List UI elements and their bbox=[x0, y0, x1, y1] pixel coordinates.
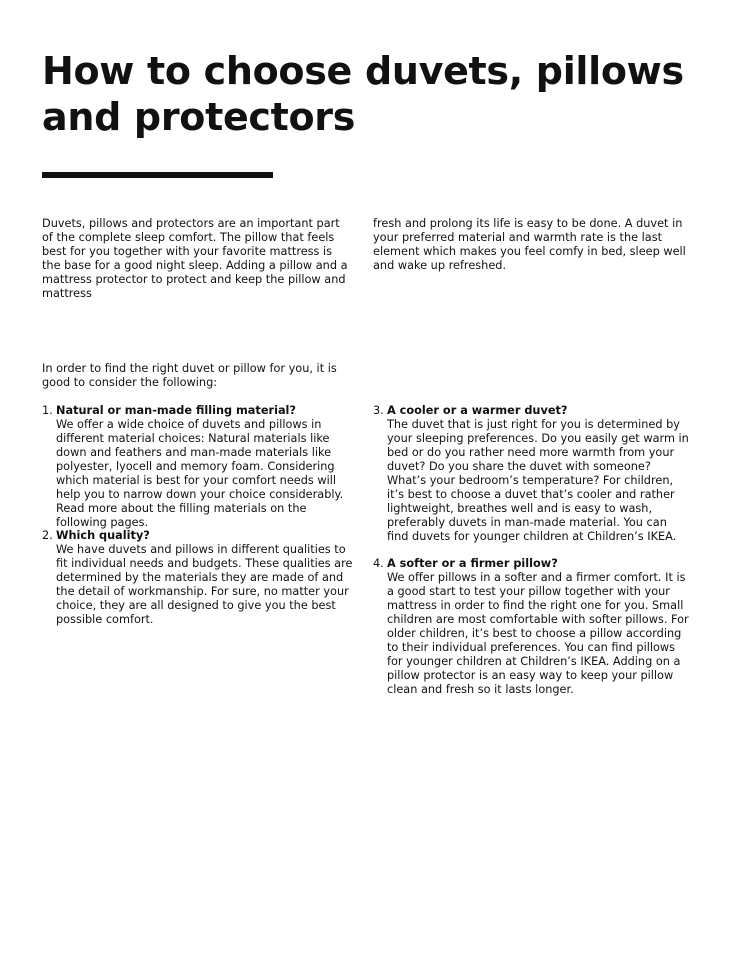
list-item-filling-material bbox=[42, 404, 354, 530]
list-item-body: The duvet that is just right for you is determined by your sleeping preferences. Do you easily get warm in bed or do you rather need more warmth from your duvet? Do you share the duvet with someone? What’s your bedroom’s temperature? For children, it’s best to choose a duvet that’s cooler and rather lightweight, breathes well and is easy to wash, preferably duvets in man-made material. You can find duvets for younger children at Children’s IKEA. bbox=[387, 418, 689, 543]
list-item-pillow-firmness bbox=[373, 557, 689, 697]
title-divider bbox=[42, 172, 273, 178]
list-item-quality bbox=[42, 529, 354, 627]
intro-paragraph-left: Duvets, pillows and protectors are an important part of the complete sleep comfort. The pillow that feels best for you together with your favorite mattress is the base for a good night sleep. Adding a pillow and a mattress protector to protect and keep the pillow and mattress bbox=[42, 217, 348, 300]
list-item-number: 4. bbox=[373, 557, 384, 570]
list-item-number: 1. bbox=[42, 404, 53, 417]
intro-paragraph-right: fresh and prolong its life is easy to be done. A duvet in your preferred material and warmth rate is the last element which makes you feel comfy in bed, sleep well and wake up refreshed. bbox=[373, 217, 686, 272]
list-item-heading: Which quality? bbox=[56, 529, 150, 542]
list-item-heading: A softer or a firmer pillow? bbox=[387, 557, 558, 570]
list-item-body: We have duvets and pillows in different qualities to fit individual needs and budgets. These qualities are determined by the materials they are made of and the detail of workmanship. For sure, no matter your choice, they are all designed to give you the best possible comfort. bbox=[56, 543, 353, 626]
list-item-number: 2. bbox=[42, 529, 53, 542]
list-item-heading: A cooler or a warmer duvet? bbox=[387, 404, 568, 417]
list-item-number: 3. bbox=[373, 404, 384, 417]
list-item-body: We offer pillows in a softer and a firmer comfort. It is a good start to test your pillow together with your mattress in order to find the right one for you. Small children are most comfortable with softer pillows. For older children, it’s best to choose a pillow according to their individual preferences. You can find pillows for younger children at Children’s IKEA. Adding on a pillow protector is an easy way to keep your pillow clean and fresh so it lasts longer. bbox=[387, 571, 689, 696]
page-title: How to choose duvets, pillows and protectors bbox=[42, 49, 684, 139]
list-item-duvet-warmth bbox=[373, 404, 689, 544]
lead-paragraph: In order to find the right duvet or pillow for you, it is good to consider the following: bbox=[42, 362, 337, 389]
list-item-heading: Natural or man-made filling material? bbox=[56, 404, 296, 417]
list-item-body: We offer a wide choice of duvets and pillows in different material choices: Natural materials like down and feathers and man-made materials like polyester, lyocell and memory foam. Considering which material is best for your comfort needs will help you to narrow down your choice considerably. Read more about the filling materials on the following pages. bbox=[56, 418, 344, 529]
